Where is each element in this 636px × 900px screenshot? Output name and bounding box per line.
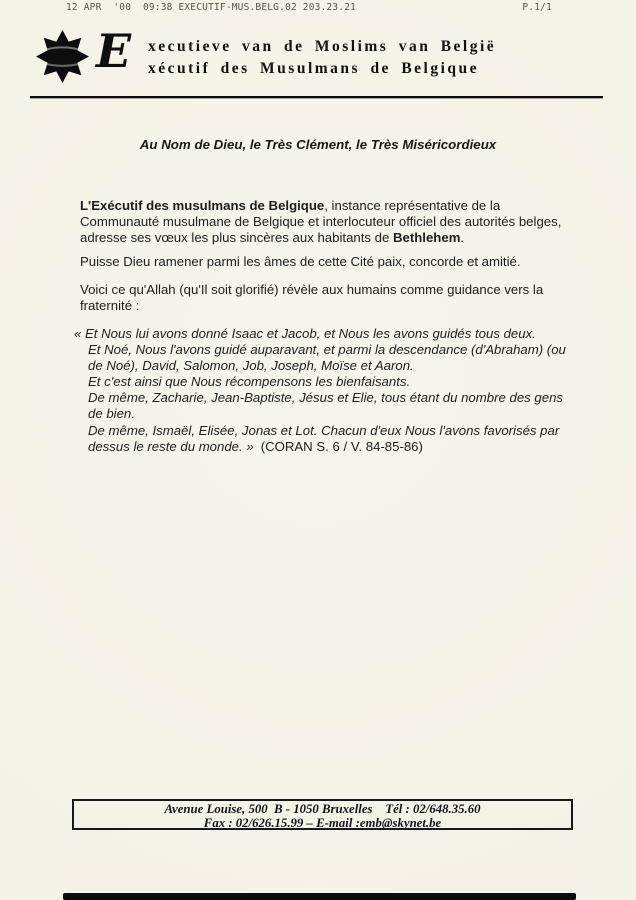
letterhead-initial: E xyxy=(96,24,132,78)
quran-reference: (CORAN S. 6 / V. 84-85-86) xyxy=(260,438,423,454)
quote-closing-line xyxy=(74,439,566,455)
quote-line: de bien. xyxy=(88,406,135,422)
quran-quotation xyxy=(74,326,566,455)
quote-line-end: dessus le reste du monde. » xyxy=(88,438,254,454)
fax-transmission-header xyxy=(66,2,552,13)
quote-line: De même, Ismaël, Elisée, Jonas et Lot. Chacun d'eux Nous l'avons favorisés par xyxy=(88,422,560,438)
p1-line3-end: . xyxy=(460,229,465,245)
footer-address-line: Avenue Louise, 500 B - 1050 Bruxelles Tél : 02/648.35.60 xyxy=(164,802,481,816)
quote-line: De même, Zacharie, Jean-Baptiste, Jésus et Elie, tous étant du nombre des gens xyxy=(88,390,564,406)
p1-line1-rest: , instance représentative de la xyxy=(324,198,501,213)
p3-line2: fraternité : xyxy=(80,297,140,313)
scan-edge-artifact-bar xyxy=(63,893,576,900)
letterhead-line-french: xécutif des Musulmans de Belgique xyxy=(148,60,480,77)
p3-line1: Voici ce qu'Allah (qu'Il soit glorifié) révèle aux humains comme guidance vers la xyxy=(80,282,544,297)
p1-line3-start: adresse ses vœux les plus sincères aux habitants de xyxy=(80,229,393,245)
letterhead-divider xyxy=(30,96,603,98)
paragraph-guidance xyxy=(80,282,543,314)
fax-page-indicator: P.1/1 xyxy=(522,2,552,13)
quote-line: « Et Nous lui avons donné Isaac et Jacob, et Nous les avons guidés tous deux. xyxy=(74,326,536,341)
paragraph-wish: Puisse Dieu ramener parmi les âmes de cette Cité paix, concorde et amitié. xyxy=(80,254,521,269)
city-name-bold: Bethlehem xyxy=(393,229,461,245)
emb-star-logo-icon xyxy=(33,29,92,84)
address-footer-box xyxy=(72,799,573,830)
p1-line2: Communauté musulmane de Belgique et interlocuteur officiel des autorités belges, xyxy=(80,213,562,229)
quote-line: Et Noé, Nous l'avons guidé auparavant, et parmi la descendance (d'Abraham) (ou xyxy=(88,342,566,358)
invocation-line: Au Nom de Dieu, le Très Clément, le Très Miséricordieux xyxy=(139,137,497,152)
org-name-bold: L'Exécutif des musulmans de Belgique xyxy=(80,198,325,213)
footer-contact-line: Fax : 02/626.15.99 – E-mail :emb@skynet.be xyxy=(203,815,442,830)
fax-header-timestamp: 12 APR '00 09:38 EXECUTIF-MUS.BELG.02 203.23.21 xyxy=(66,2,357,13)
paragraph-introduction xyxy=(80,198,561,245)
quote-line: Et c'est ainsi que Nous récompensons les bienfaisants. xyxy=(88,374,411,390)
letterhead-line-dutch: xecutieve van de Moslims van België xyxy=(148,38,497,55)
quote-line: de Noé), David, Salomon, Job, Joseph, Moïse et Aaron. xyxy=(88,358,414,374)
